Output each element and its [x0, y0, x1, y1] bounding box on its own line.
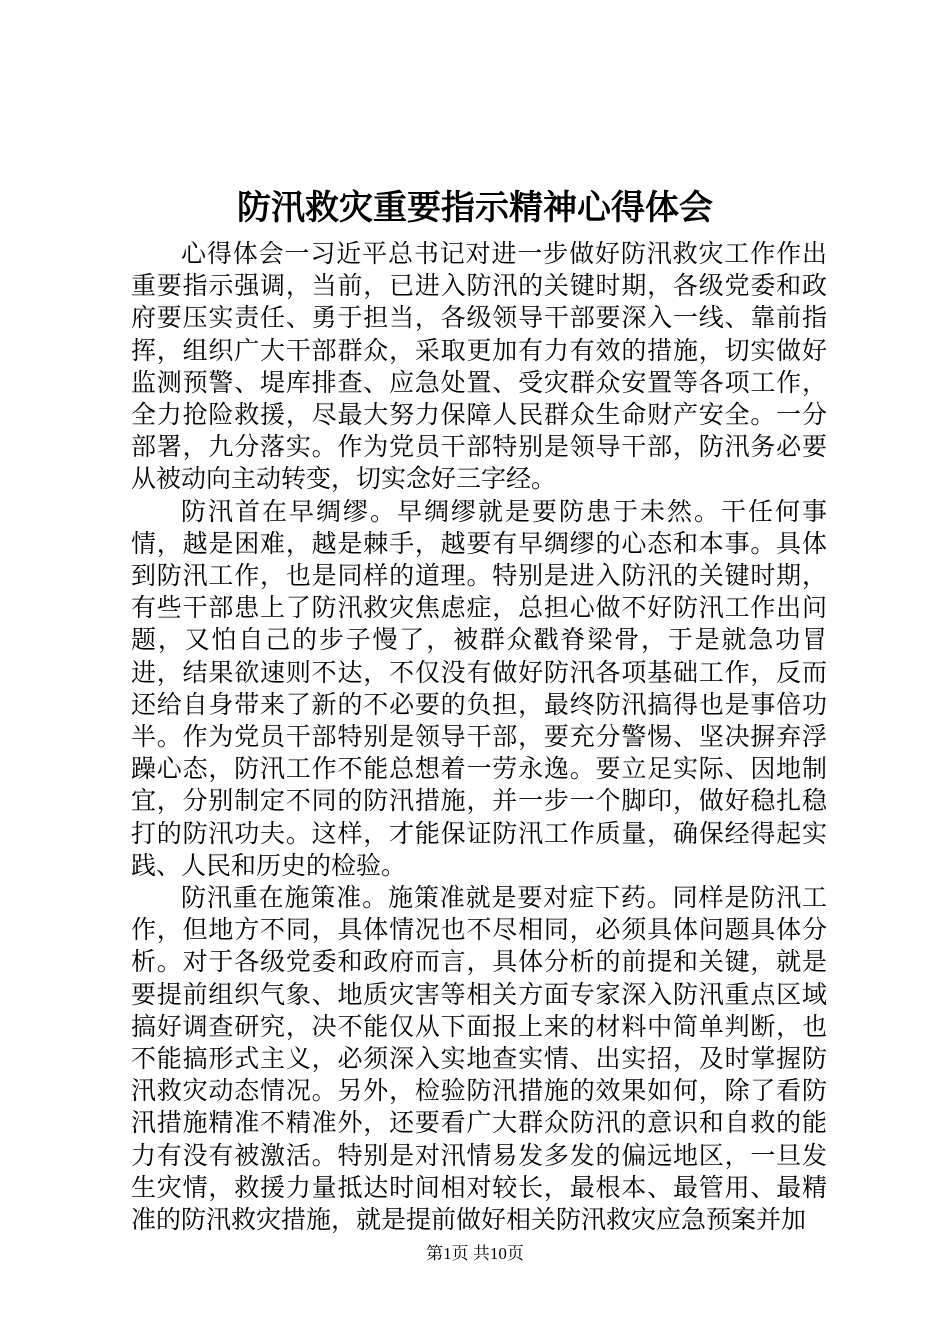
paragraph-precise-measures: 防汛重在施策准。施策准就是要对症下药。同样是防汛工作，但地方不同，具体情况也不尽相同，必须具体问题具体分析。对于各级党委和政府而言，具体分析的前提和关键，就是要提前组织气象、地质灾害等相关方面专家深入防汛重点区域搞好调查研究，决不能仅从下面报上来的材料中简单判断，也不能搞形式主义，必须深入实地查实情、出实招，及时掌握防汛救灾动态情况。另外，检验防汛措施的效果如何，除了看防汛措施精准不精准外，还要看广大群众防汛的意识和自救的能力有没有被激活。特别是对汛情易发多发的偏远地区，一旦发生灾情，救援力量抵达时间相对较长，最根本、最管用、最精准的防汛救灾措施，就是提前做好相关防汛救灾应急预案并加: [131, 883, 827, 1235]
paragraph-intro: 心得体会一习近平总书记对进一步做好防汛救灾工作作出重要指示强调，当前，已进入防汛的关键时期，各级党委和政府要压实责任、勇于担当，各级领导干部要深入一线、靠前指挥，组织广大干部群众，采取更加有力有效的措施，切实做好监测预警、堤库排查、应急处置、受灾群众安置等各项工作，全力抢险救援，尽最大努力保障人民群众生命财产安全。一分部署，九分落实。作为党员干部特别是领导干部，防汛务必要从被动向主动转变，切实念好三字经。: [131, 239, 827, 494]
document-title: 防汛救灾重要指示精神心得体会: [237, 188, 713, 228]
paragraph-early-planning: 防汛首在早绸缪。早绸缪就是要防患于未然。干任何事情，越是困难，越是棘手，越要有早绸缪的心态和本事。具体到防汛工作，也是同样的道理。特别是进入防汛的关键时期，有些干部患上了防汛救灾焦虑症，总担心做不好防汛工作出问题，又怕自己的步子慢了，被群众戳脊梁骨，于是就急功冒进，结果欲速则不达，不仅没有做好防汛各项基础工作，反而还给自身带来了新的不必要的负担，最终防汛搞得也是事倍功半。作为党员干部特别是领导干部，要充分警惕、坚决摒弃浮躁心态，防汛工作不能总想着一劳永逸。要立足实际、因地制宜，分别制定不同的防汛措施，并一步一个脚印，做好稳扎稳打的防汛功夫。这样，才能保证防汛工作质量，确保经得起实践、人民和历史的检验。: [131, 496, 827, 880]
page-footer: 第1页 共10页: [426, 1244, 524, 1263]
document-body: [131, 238, 827, 1236]
